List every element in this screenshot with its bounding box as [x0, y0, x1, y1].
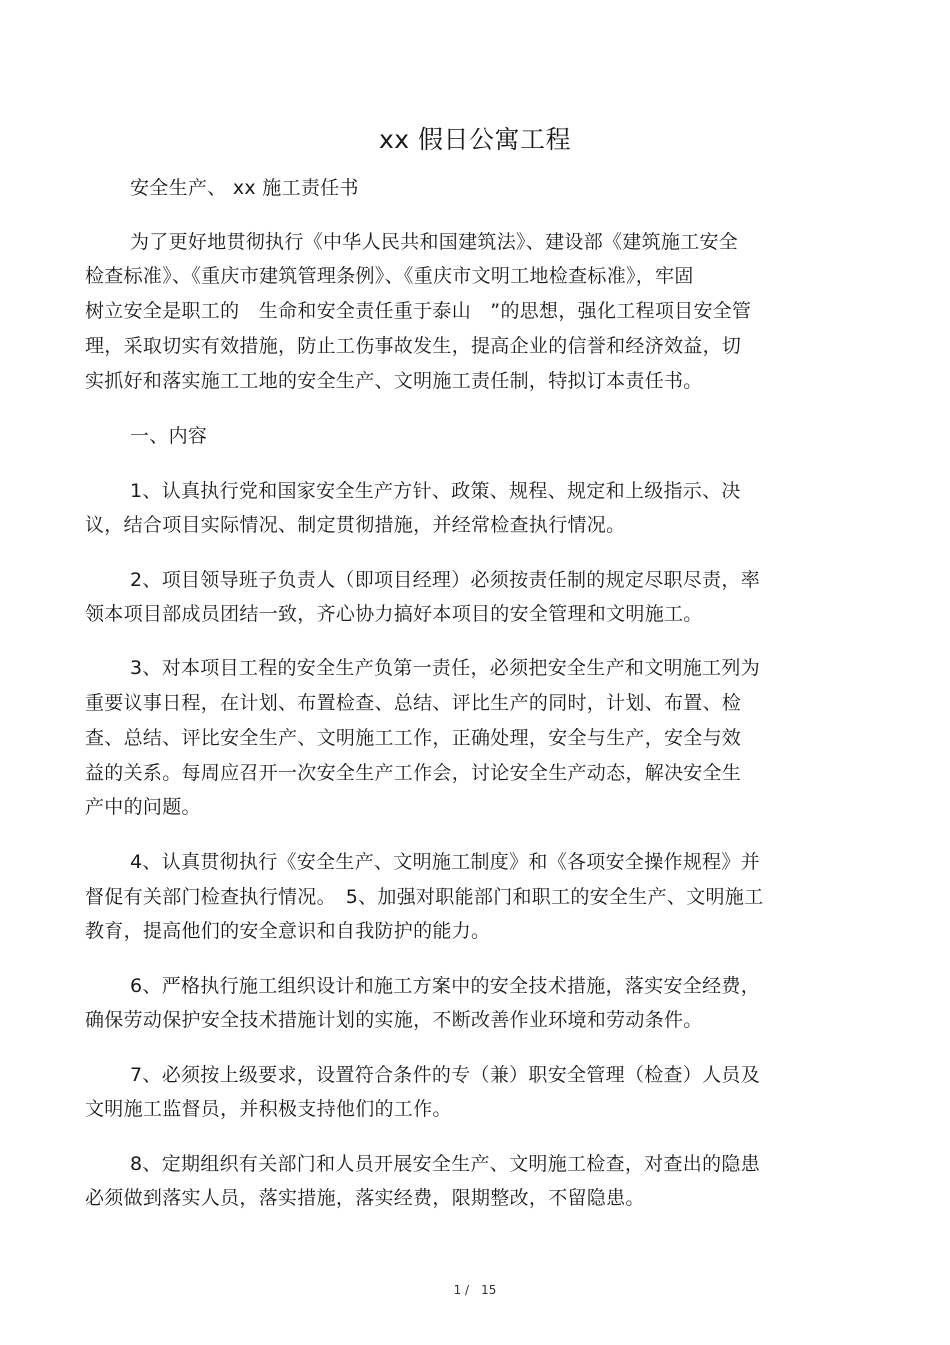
paragraph-line: 重要议事日程，在计划、布置检查、总结、评比生产的同时，计划、布置、检 — [85, 692, 742, 714]
paragraph-line: 为了更好地贯彻执行《中华人民共和国建筑法》、建设部《建筑施工安全 — [130, 231, 739, 253]
paragraph-line: 督促有关部门检查执行情况。 5、加强对职能部门和职工的安全生产、文明施工 — [85, 886, 764, 908]
document-title: xx 假日公寓工程 — [378, 125, 572, 154]
paragraph-line: 教育，提高他们的安全意识和自我防护的能力。 — [85, 920, 491, 942]
paragraph-line: 产中的问题。 — [85, 796, 201, 818]
page-number: 1 / 15 — [453, 1283, 497, 1297]
paragraph-line: 确保劳动保护安全技术措施计划的实施，不断改善作业环境和劳动条件。 — [85, 1009, 703, 1031]
paragraph-line: 实抓好和落实施工工地的安全生产、文明施工责任制，特拟订本责任书。 — [85, 370, 703, 392]
paragraph-line: 7、必须按上级要求，设置符合条件的专（兼）职安全管理（检查）人员及 — [130, 1064, 760, 1086]
paragraph-line: 1、认真执行党和国家安全生产方针、政策、规程、规定和上级指示、决 — [130, 480, 741, 502]
paragraph-line: 8、定期组织有关部门和人员开展安全生产、文明施工检查，对查出的隐患 — [130, 1153, 760, 1175]
paragraph-line: 文明施工监督员，并积极支持他们的工作。 — [85, 1098, 452, 1120]
section-heading: 一、内容 — [130, 425, 208, 447]
paragraph-line: 益的关系。每周应召开一次安全生产工作会，讨论安全生产动态，解决安全生 — [85, 762, 742, 784]
paragraph-line: 理，采取切实有效措施，防止工伤事故发生，提高企业的信誉和经济效益，切 — [85, 335, 742, 357]
paragraph-line: 必须做到落实人员，落实措施，落实经费，限期整改，不留隐患。 — [85, 1187, 645, 1209]
document-subtitle: 安全生产、 xx 施工责任书 — [130, 177, 359, 199]
paragraph-line: 议，结合项目实际情况、制定贯彻措施，并经常检查执行情况。 — [85, 514, 626, 536]
paragraph-line: 树立安全是职工的 生命和安全责任重于泰山 ”的思想，强化工程项目安全管 — [85, 300, 752, 322]
paragraph-line: 3、对本项目工程的安全生产负第一责任，必须把安全生产和文明施工列为 — [130, 657, 760, 679]
paragraph-line: 检查标准》、《重庆市建筑管理条例》、《重庆市文明工地检查标准》，牢固 — [85, 265, 694, 287]
paragraph-line: 4、认真贯彻执行《安全生产、文明施工制度》和《各项安全操作规程》并 — [130, 851, 760, 873]
paragraph-line: 2、项目领导班子负责人（即项目经理）必须按责任制的规定尽职尽责，率 — [130, 569, 760, 591]
paragraph-line: 6、严格执行施工组织设计和施工方案中的安全技术措施，落实安全经费， — [130, 975, 760, 997]
paragraph-line: 查、总结、评比安全生产、文明施工工作，正确处理，安全与生产，安全与效 — [85, 727, 742, 749]
paragraph-line: 领本项目部成员团结一致，齐心协力搞好本项目的安全管理和文明施工。 — [85, 603, 703, 625]
